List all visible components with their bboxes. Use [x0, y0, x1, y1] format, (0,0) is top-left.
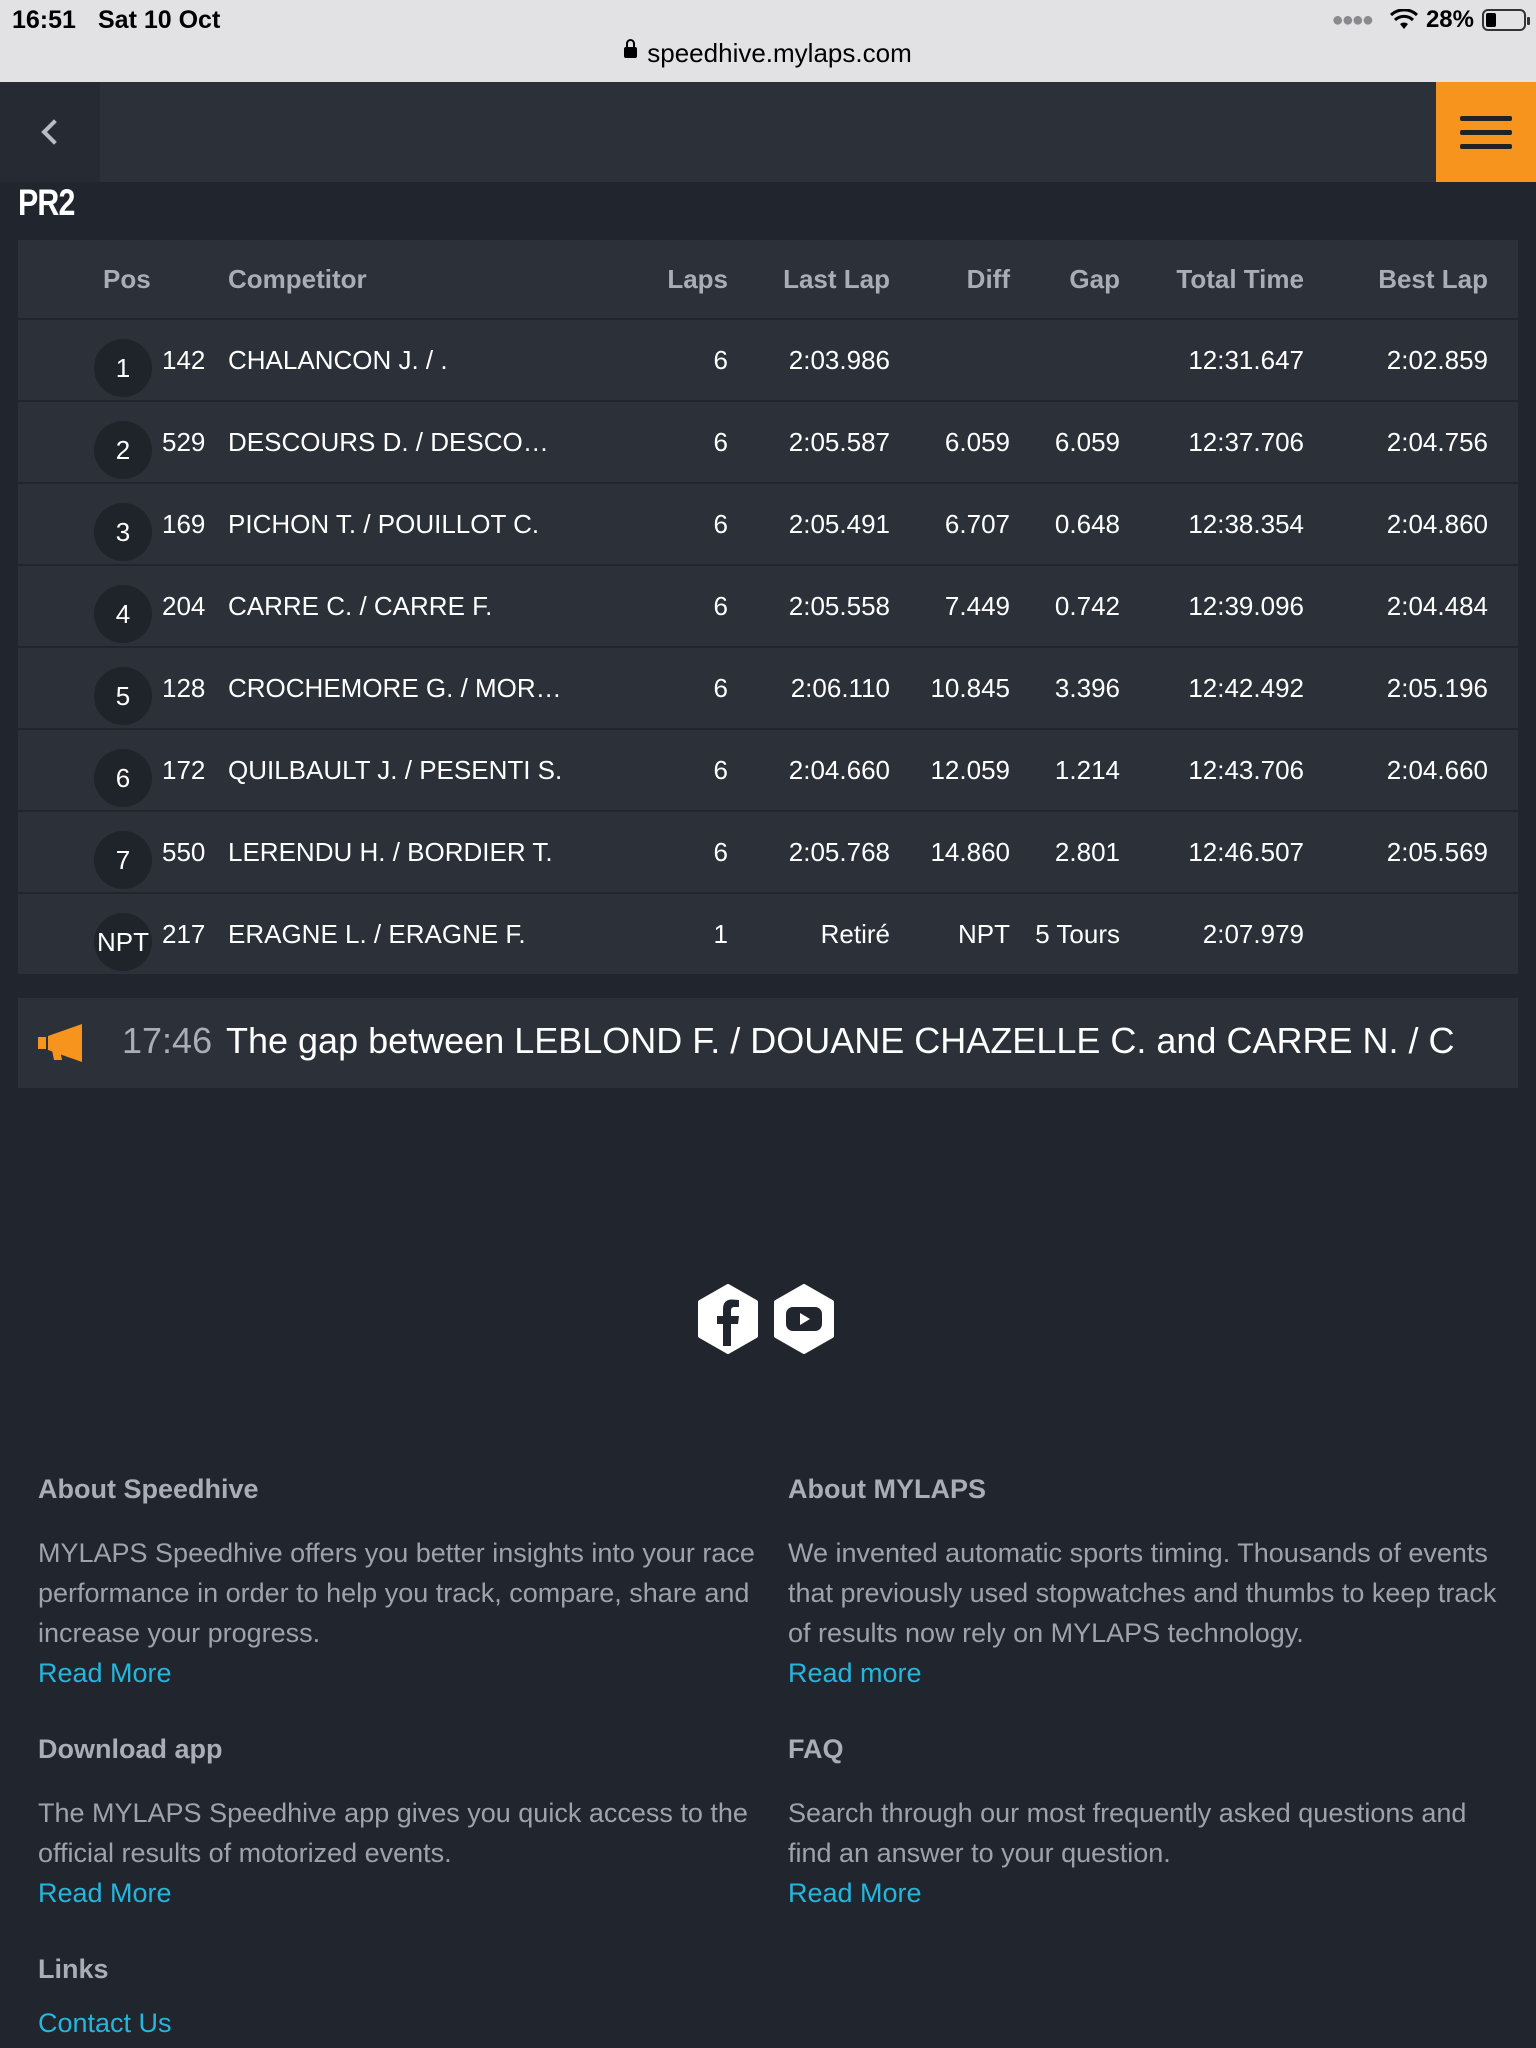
status-time: 16:51: [12, 6, 76, 34]
laps-value: 1: [713, 918, 728, 949]
status-indicators: [1332, 6, 1526, 34]
laps-value: 6: [713, 754, 728, 785]
browser-status-bar: [0, 0, 1536, 82]
ticker-time: 17:46: [122, 1020, 213, 1061]
position-badge: 7: [94, 831, 152, 889]
footer-text: MYLAPS Speedhive offers you better insights into your race performance in order to help you track, compare, share and increase your progress.: [38, 1538, 755, 1648]
laps-value: 6: [713, 590, 728, 621]
last-lap-value: 2:05.558: [788, 590, 890, 621]
gap-value: 0.742: [1054, 590, 1120, 621]
hamburger-line: [1460, 144, 1512, 149]
competitor-number: 142: [162, 344, 206, 375]
address-bar[interactable]: [0, 38, 1536, 69]
competitor-number: 217: [162, 918, 206, 949]
laps-value: 6: [713, 426, 728, 457]
best-lap-value: 2:02.859: [1386, 344, 1488, 375]
best-lap-value: 2:04.756: [1386, 426, 1488, 457]
footer-text: We invented automatic sports timing. Thousands of events that previously used stopwatches and thumbs to keep track of results now rely on MYLAPS technology.: [788, 1538, 1497, 1648]
position-badge: NPT: [94, 913, 152, 971]
facebook-icon[interactable]: [696, 1284, 760, 1354]
last-lap-value: 2:05.491: [788, 508, 890, 539]
last-lap-value: Retiré: [820, 918, 890, 949]
total-time-value: 12:46.507: [1188, 836, 1304, 867]
laps-value: 6: [713, 344, 728, 375]
diff-value: 14.860: [930, 836, 1010, 867]
gap-value: 2.801: [1054, 836, 1120, 867]
position-badge: 5: [94, 667, 152, 725]
best-lap-value: 2:05.196: [1386, 672, 1488, 703]
last-lap-value: 2:03.986: [788, 344, 890, 375]
total-time-value: 12:39.096: [1188, 590, 1304, 621]
class-title: PR2: [18, 182, 75, 223]
table-row[interactable]: [18, 320, 1518, 402]
gap-value: 6.059: [1054, 426, 1120, 457]
hamburger-icon: [1460, 116, 1512, 121]
last-lap-value: 2:05.587: [788, 426, 890, 457]
position-badge: 6: [94, 749, 152, 807]
read-more-link[interactable]: Read more: [788, 1658, 922, 1688]
competitor-name: CARRE C. / CARRE F.: [228, 590, 493, 621]
competitor-number: 529: [162, 426, 206, 457]
competitor-number: 550: [162, 836, 206, 867]
total-time-value: 12:42.492: [1188, 672, 1304, 703]
read-more-link[interactable]: Read More: [788, 1878, 922, 1908]
footer-about-mylaps: [788, 1474, 1508, 1693]
table-body: [18, 320, 1518, 976]
competitor-name: DESCOURS D. / DESCO…: [228, 426, 549, 457]
battery-percent: 28%: [1425, 6, 1474, 33]
diff-value: 7.449: [944, 590, 1010, 621]
contact-us-link[interactable]: Contact Us: [38, 2008, 172, 2038]
table-row[interactable]: [18, 648, 1518, 730]
chevron-left-icon: [41, 119, 66, 144]
footer-text: The MYLAPS Speedhive app gives you quick access to the official results of motorized events.: [38, 1798, 748, 1868]
results-table: [18, 240, 1518, 976]
social-links: [696, 1284, 836, 1354]
url-text: speedhive.mylaps.com: [647, 38, 912, 68]
competitor-number: 128: [162, 672, 206, 703]
header-pos[interactable]: Pos: [103, 263, 151, 294]
header-diff[interactable]: Diff: [966, 263, 1010, 294]
total-time-value: 12:31.647: [1188, 344, 1304, 375]
table-row[interactable]: [18, 402, 1518, 484]
footer-links: [38, 1954, 758, 2043]
diff-value: 6.707: [944, 508, 1010, 539]
footer-heading: FAQ: [788, 1734, 844, 1764]
hamburger-line: [1460, 130, 1512, 135]
table-header: [18, 240, 1518, 320]
header-best-lap[interactable]: Best Lap: [1378, 263, 1488, 294]
diff-value: 6.059: [944, 426, 1010, 457]
competitor-name: ERAGNE L. / ERAGNE F.: [228, 918, 526, 949]
diff-value: NPT: [958, 918, 1010, 949]
footer-heading: About Speedhive: [38, 1474, 259, 1504]
competitor-name: PICHON T. / POUILLOT C.: [228, 508, 540, 539]
last-lap-value: 2:06.110: [790, 672, 890, 703]
table-row[interactable]: [18, 730, 1518, 812]
footer-about-speedhive: [38, 1474, 758, 1693]
table-row[interactable]: [18, 566, 1518, 648]
megaphone-icon: [38, 1024, 86, 1062]
competitor-name: CHALANCON J. / .: [228, 344, 448, 375]
gap-value: 0.648: [1054, 508, 1120, 539]
competitor-name: CROCHEMORE G. / MOR…: [228, 672, 562, 703]
header-competitor[interactable]: Competitor: [228, 263, 367, 294]
footer-heading: About MYLAPS: [788, 1474, 986, 1504]
last-lap-value: 2:04.660: [788, 754, 890, 785]
read-more-link[interactable]: Read More: [38, 1658, 172, 1688]
gap-value: 1.214: [1054, 754, 1120, 785]
competitor-number: 204: [162, 590, 206, 621]
best-lap-value: 2:04.484: [1386, 590, 1488, 621]
best-lap-value: 2:04.860: [1386, 508, 1488, 539]
footer-heading: Links: [38, 1954, 109, 1984]
live-ticker[interactable]: [18, 998, 1518, 1088]
table-row[interactable]: [18, 894, 1518, 976]
footer-faq: [788, 1734, 1508, 1913]
competitor-number: 172: [162, 754, 206, 785]
competitor-number: 169: [162, 508, 206, 539]
last-lap-value: 2:05.768: [788, 836, 890, 867]
total-time-value: 2:07.979: [1202, 918, 1304, 949]
footer-download-app: [38, 1734, 758, 1913]
gap-value: 5 Tours: [1035, 918, 1120, 949]
position-badge: 1: [94, 339, 152, 397]
competitor-name: QUILBAULT J. / PESENTI S.: [228, 754, 563, 785]
header-gap[interactable]: Gap: [1069, 263, 1120, 294]
total-time-value: 12:43.706: [1188, 754, 1304, 785]
position-badge: 3: [94, 503, 152, 561]
read-more-link[interactable]: Read More: [38, 1878, 172, 1908]
youtube-icon[interactable]: [772, 1284, 836, 1354]
laps-value: 6: [713, 672, 728, 703]
total-time-value: 12:38.354: [1188, 508, 1304, 539]
wifi-icon: [1390, 9, 1418, 31]
header-laps[interactable]: Laps: [667, 263, 728, 294]
total-time-value: 12:37.706: [1188, 426, 1304, 457]
best-lap-value: 2:04.660: [1386, 754, 1488, 785]
diff-value: 12.059: [930, 754, 1010, 785]
signal-icon: ●●●●: [1331, 8, 1372, 31]
competitor-name: LERENDU H. / BORDIER T.: [228, 836, 553, 867]
status-date: Sat 10 Oct: [98, 6, 221, 34]
position-badge: 4: [94, 585, 152, 643]
laps-value: 6: [713, 836, 728, 867]
footer-text: Search through our most frequently asked questions and find an answer to your question.: [788, 1798, 1467, 1868]
header-last-lap[interactable]: Last Lap: [783, 263, 890, 294]
laps-value: 6: [713, 508, 728, 539]
battery-icon: [1482, 9, 1526, 31]
diff-value: 10.845: [930, 672, 1010, 703]
menu-button[interactable]: [1436, 82, 1536, 182]
best-lap-value: 2:05.569: [1386, 836, 1488, 867]
footer-heading: Download app: [38, 1734, 223, 1764]
back-button[interactable]: [0, 82, 100, 182]
lock-icon: [624, 47, 637, 58]
gap-value: 3.396: [1054, 672, 1120, 703]
table-row[interactable]: [18, 812, 1518, 894]
table-row[interactable]: [18, 484, 1518, 566]
battery-level: [1486, 13, 1496, 27]
header-total-time[interactable]: Total Time: [1176, 263, 1304, 294]
app-header: [0, 82, 1536, 182]
position-badge: 2: [94, 421, 152, 479]
ticker-message: The gap between LEBLOND F. / DOUANE CHAZELLE C. and CARRE N. / C: [226, 1020, 1454, 1061]
